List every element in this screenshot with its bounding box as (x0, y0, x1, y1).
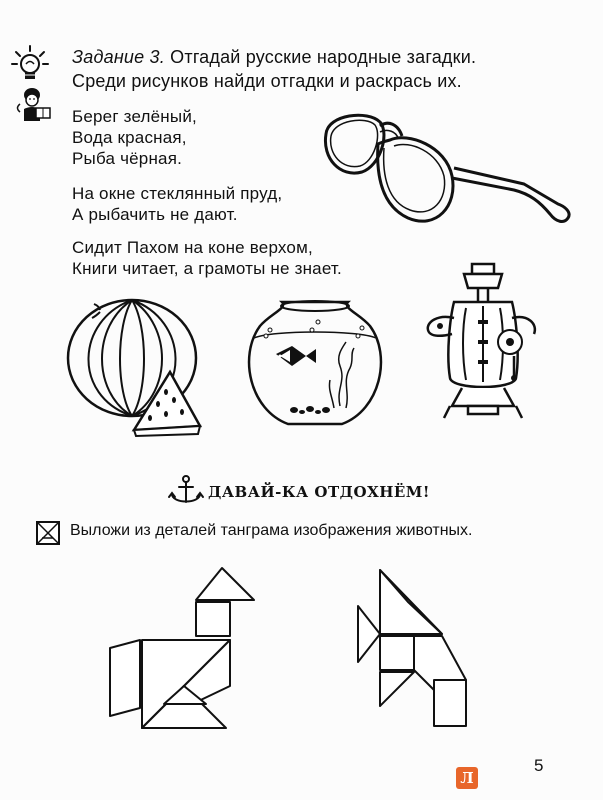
riddle-line: Книги читает, а грамоты не знает. (72, 259, 342, 278)
glasses-drawing[interactable] (318, 106, 580, 236)
relax-title: ДАВАЙ-КА ОТДОХНЁМ! (208, 483, 430, 501)
task-instruction-2: Среди рисунков найди отгадки и раскрась их. (72, 71, 462, 91)
riddle-line: Рыба чёрная. (72, 149, 183, 168)
reading-girl-icon (12, 86, 60, 126)
riddle-3 (72, 237, 342, 279)
fishbowl-drawing[interactable] (242, 296, 388, 430)
tangram-task-text: Выложи из деталей танграма изображения животных. (70, 522, 473, 539)
tangram-icon (36, 521, 60, 545)
tangram-bird-figure[interactable] (106, 564, 268, 736)
riddle-2 (72, 183, 282, 225)
publisher-badge: Л (456, 767, 478, 789)
task-heading-line1 (72, 46, 476, 68)
task-instruction-1: Отгадай русские народные загадки. (170, 47, 477, 67)
riddle-line: Вода красная, (72, 128, 187, 147)
riddle-line: На окне стеклянный пруд, (72, 184, 283, 203)
watermelon-drawing[interactable] (62, 296, 210, 438)
lightbulb-icon (10, 44, 50, 84)
riddle-line: Сидит Пахом на коне верхом, (72, 238, 313, 257)
task-label: Задание 3. (72, 47, 165, 67)
riddle-line: Берег зелёный, (72, 107, 197, 126)
anchor-icon (166, 474, 206, 508)
tangram-dog-figure[interactable] (354, 566, 472, 736)
samovar-drawing[interactable] (414, 258, 552, 430)
page-number: 5 (534, 756, 544, 775)
riddle-line: А рыбачить не дают. (72, 205, 238, 224)
riddle-1 (72, 106, 197, 169)
